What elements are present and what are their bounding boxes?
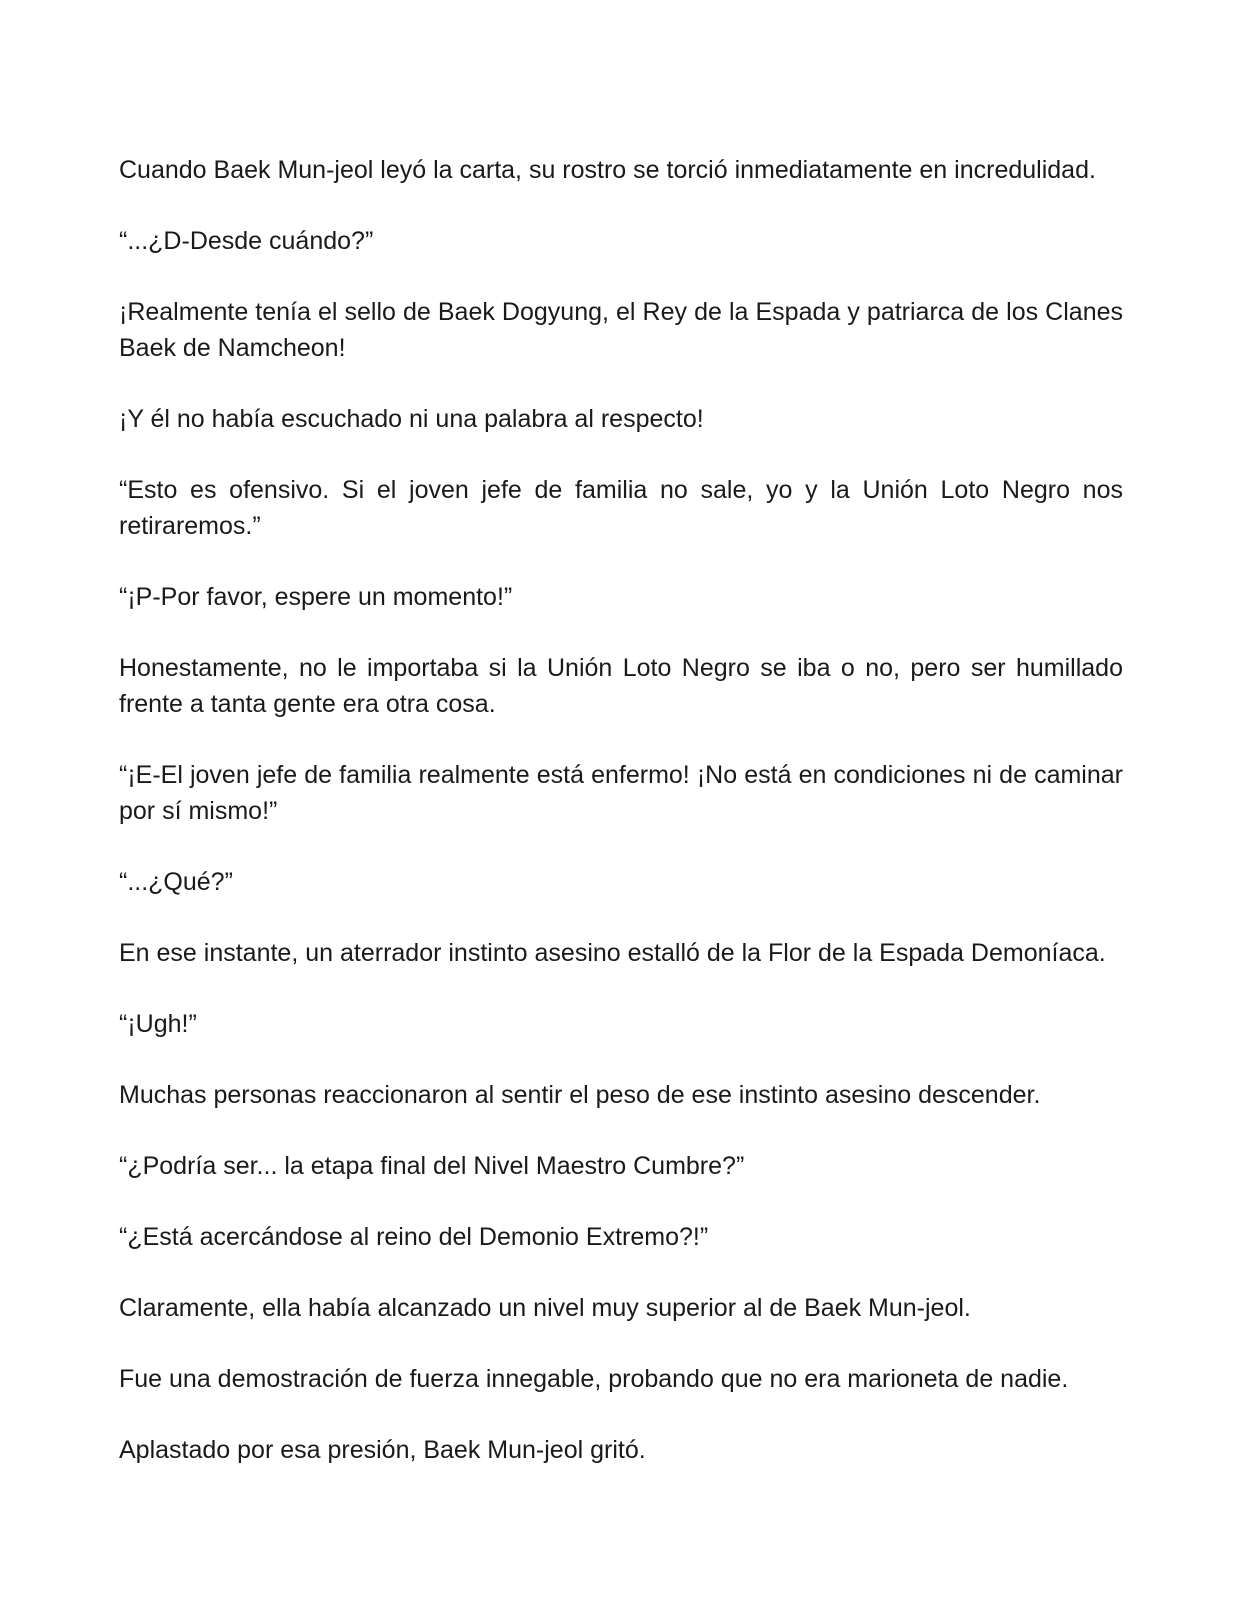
paragraph: “¿Está acercándose al reino del Demonio Extremo?!”	[119, 1223, 709, 1251]
paragraph: En ese instante, un aterrador instinto asesino estalló de la Flor de la Espada Demoníaca.	[119, 939, 1106, 967]
paragraph: Cuando Baek Mun-jeol leyó la carta, su rostro se torció inmediatamente en incredulidad.	[119, 156, 1096, 184]
paragraph: “Esto es ofensivo. Si el joven jefe de familia no sale, yo y la Unión Loto Negro nos retiraremos.”	[119, 476, 1123, 540]
paragraph: Fue una demostración de fuerza innegable, probando que no era marioneta de nadie.	[119, 1365, 1069, 1393]
paragraph: Muchas personas reaccionaron al sentir el peso de ese instinto asesino descender.	[119, 1081, 1041, 1109]
paragraph: Aplastado por esa presión, Baek Mun-jeol gritó.	[119, 1436, 646, 1464]
paragraph: “¡E-El joven jefe de familia realmente está enfermo! ¡No está en condiciones ni de caminar por sí mismo!”	[119, 761, 1123, 825]
paragraph: ¡Y él no había escuchado ni una palabra al respecto!	[119, 405, 704, 433]
document-page	[119, 152, 1123, 1503]
paragraph: “¡Ugh!”	[119, 1010, 197, 1038]
paragraph: “...¿Qué?”	[119, 868, 233, 896]
paragraph: “...¿D-Desde cuándo?”	[119, 227, 374, 255]
paragraph: Honestamente, no le importaba si la Unión Loto Negro se iba o no, pero ser humillado frente a tanta gente era otra cosa.	[119, 654, 1123, 718]
paragraph: “¡P-Por favor, espere un momento!”	[119, 583, 513, 611]
paragraph: Claramente, ella había alcanzado un nivel muy superior al de Baek Mun-jeol.	[119, 1294, 971, 1322]
paragraph: “¿Podría ser... la etapa final del Nivel Maestro Cumbre?”	[119, 1152, 745, 1180]
paragraph: ¡Realmente tenía el sello de Baek Dogyung, el Rey de la Espada y patriarca de los Clanes Baek de Namcheon!	[119, 298, 1123, 362]
